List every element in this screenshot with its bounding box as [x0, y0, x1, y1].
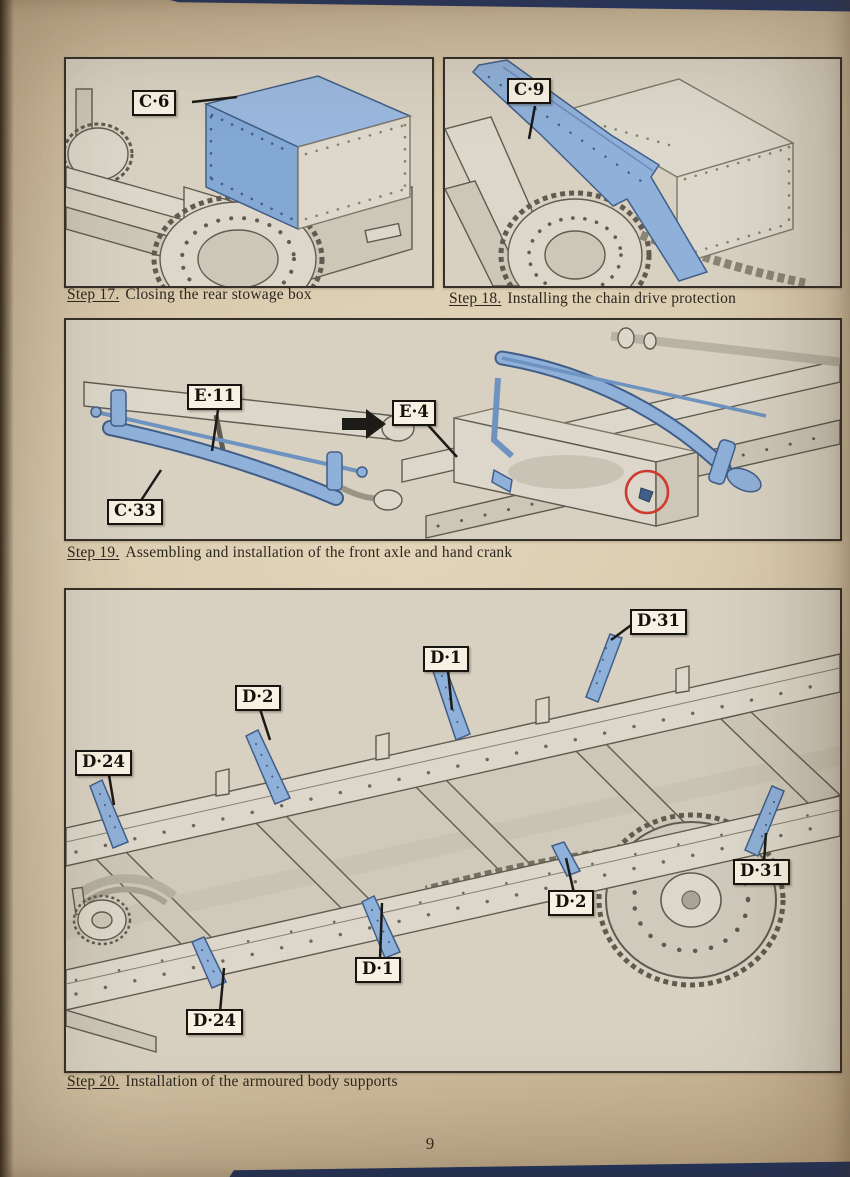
- part-label: D·1: [423, 646, 469, 672]
- step-17-caption: [67, 286, 312, 304]
- step-19-figure: [64, 318, 842, 541]
- page-number: 9: [425, 1134, 435, 1153]
- step-20-label: Step 20.: [67, 1073, 120, 1090]
- part-label: D·1: [355, 957, 401, 983]
- part-label: D·2: [548, 890, 594, 916]
- part-label: C·33: [107, 499, 163, 525]
- step-18-illustration: [445, 59, 840, 286]
- step-17-figure: [64, 57, 434, 288]
- callout-leader-line: [140, 470, 161, 502]
- part-label: C·6: [132, 90, 176, 116]
- step-17-label: Step 17.: [67, 286, 120, 303]
- step-18-caption: [449, 290, 736, 308]
- part-label: E·11: [187, 384, 242, 410]
- step-17-illustration: [66, 59, 432, 286]
- step-17-caption-text: Closing the rear stowage box: [125, 286, 312, 303]
- step-20-figure: [64, 588, 842, 1073]
- step-19-caption-text: Assembling and installation of the front axle and hand crank: [125, 544, 513, 561]
- callout-leader-line: [260, 709, 270, 740]
- step-19-illustration: [66, 320, 840, 539]
- part-label: E·4: [392, 400, 436, 426]
- step-18-label: Step 18.: [449, 290, 502, 307]
- step-18-figure: [443, 57, 842, 288]
- step-20-caption: [67, 1073, 398, 1091]
- step-19-caption: [67, 544, 512, 562]
- booklet-cover-edge-bottom: [0, 1161, 850, 1177]
- booklet-cover-edge-top: [0, 0, 850, 14]
- part-label: C·9: [507, 78, 551, 104]
- part-label: D·24: [186, 1009, 243, 1035]
- step-18-caption-text: Installing the chain drive protection: [507, 290, 737, 307]
- part-label: D·31: [630, 609, 687, 635]
- part-label: D·31: [733, 859, 790, 885]
- part-label: D·2: [235, 685, 281, 711]
- part-label: D·24: [75, 750, 132, 776]
- step-20-caption-text: Installation of the armoured body supports: [125, 1073, 398, 1090]
- step-19-label: Step 19.: [67, 544, 120, 561]
